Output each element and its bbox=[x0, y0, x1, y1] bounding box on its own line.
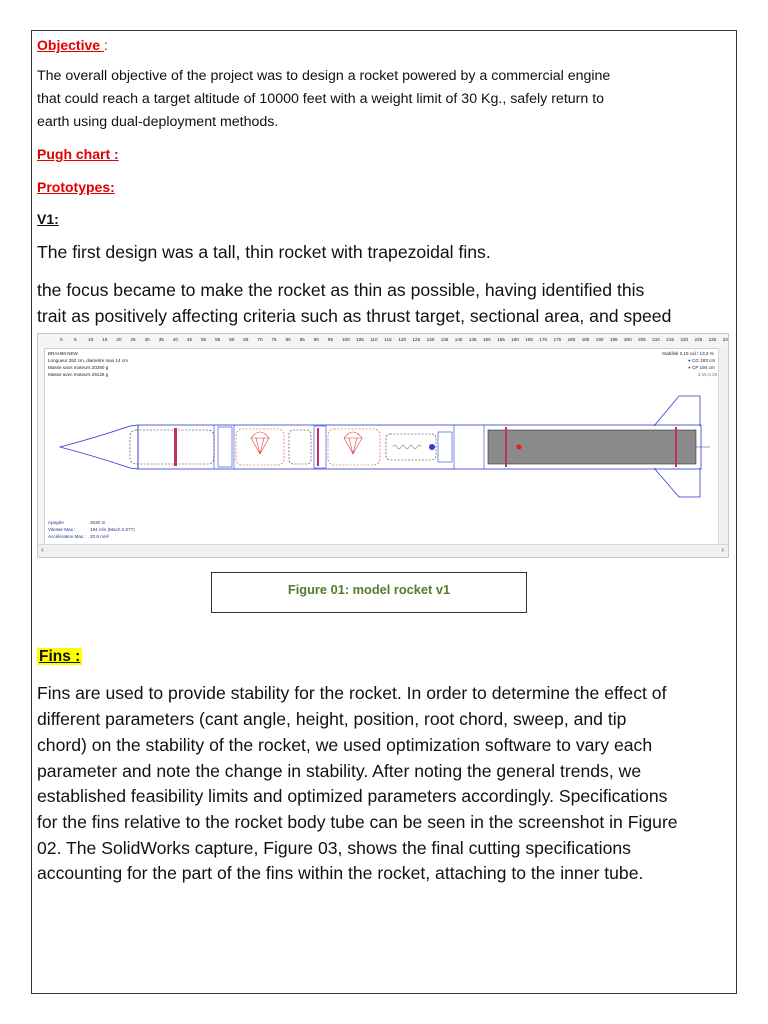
max-velocity-value: 194 m/s (Mach 0.577) bbox=[90, 527, 135, 532]
shock-cord-bay bbox=[386, 434, 436, 460]
cp-marker-icon: ● bbox=[688, 365, 691, 370]
stability-readout: Stabilité 2,19 cal / 13,3 % bbox=[662, 351, 714, 356]
objective-heading: Objective : bbox=[37, 37, 108, 53]
ruler-label: 185 bbox=[581, 337, 590, 342]
fins-line-3: chord) on the stability of the rocket, we used optimization software to vary each bbox=[37, 735, 653, 755]
ruler-label: 35 bbox=[158, 337, 164, 342]
ruler-label: 5 bbox=[74, 337, 77, 342]
design-info-mass-loaded: Masse avec moteurs 29128 g bbox=[48, 372, 109, 377]
coupler bbox=[438, 432, 452, 462]
v1-line-3: trait as positively affecting criteria such as thrust target, sectional area, and speed bbox=[37, 306, 672, 326]
fins-line-6: for the fins relative to the rocket body tube can be seen in the screenshot in Figure bbox=[37, 812, 678, 832]
ruler-label: 25 bbox=[130, 337, 136, 342]
objective-line-1: The overall objective of the project was to design a rocket powered by a commercial engine bbox=[37, 68, 611, 84]
ruler-label: 145 bbox=[468, 337, 477, 342]
ruler-label: 130 bbox=[426, 337, 435, 342]
ruler-label: 225 bbox=[694, 337, 703, 342]
max-acceleration-label: Accélération Max.: bbox=[48, 534, 86, 539]
nose-cone bbox=[60, 425, 138, 469]
max-velocity-label: Vitesse Max.: bbox=[48, 527, 76, 532]
drogue-parachute-icon bbox=[251, 432, 269, 454]
scroll-left-icon[interactable]: ‹ bbox=[41, 545, 44, 554]
centering-ring-2 bbox=[675, 427, 677, 467]
avionics-bay bbox=[218, 427, 232, 467]
ruler-label: 200 bbox=[624, 337, 632, 342]
ruler-label: 105 bbox=[356, 337, 364, 342]
ruler-label: 10 bbox=[88, 337, 94, 342]
rocket-design-screenshot bbox=[37, 333, 729, 558]
pugh-chart-heading: Pugh chart : bbox=[37, 146, 119, 162]
ruler-label: 50 bbox=[201, 337, 207, 342]
ruler-label: 20 bbox=[116, 337, 122, 342]
ruler-label: 100 bbox=[342, 337, 350, 342]
design-info-length: Longueur 252 cm, diamètre max 14 cm bbox=[48, 358, 128, 363]
ruler-label: 45 bbox=[186, 337, 193, 342]
ruler-label: 160 bbox=[511, 337, 519, 342]
ruler-label: 60 bbox=[229, 337, 235, 342]
max-acceleration-value: 20.8 m/s² bbox=[90, 534, 110, 539]
ruler-label: 65 bbox=[243, 337, 249, 342]
fins-line-1: Fins are used to provide stability for the rocket. In order to determine the effect of bbox=[37, 683, 667, 703]
mach-readout: à M=0,30 bbox=[698, 372, 718, 377]
ruler-label: 55 bbox=[215, 337, 221, 342]
ruler-label: 85 bbox=[299, 337, 305, 342]
centering-ring-1 bbox=[505, 427, 507, 467]
cp-marker bbox=[517, 445, 522, 450]
ruler-label: 170 bbox=[539, 337, 548, 342]
figure-caption: Figure 01: model rocket v1 bbox=[287, 582, 451, 597]
ruler-label: 140 bbox=[454, 337, 463, 342]
ruler-label: 135 bbox=[440, 337, 449, 342]
shock-cord-icon bbox=[393, 445, 421, 449]
figure-caption-box bbox=[211, 572, 527, 613]
lower-fin bbox=[654, 468, 700, 497]
ruler-label: 215 bbox=[666, 337, 674, 342]
ruler-label: 120 bbox=[398, 337, 407, 342]
cg-readout: ● CG 183 cm bbox=[688, 358, 716, 363]
main-parachute-tube bbox=[314, 426, 326, 468]
ruler-label: 75 bbox=[271, 337, 277, 342]
ruler-label: 190 bbox=[595, 337, 604, 342]
fins-line-8: accounting for the part of the fins within the rocket, attaching to the inner tube. bbox=[37, 863, 644, 883]
ruler-label: 30 bbox=[144, 337, 150, 342]
v1-line-2: the focus became to make the rocket as thin as possible, having identified this bbox=[37, 280, 645, 300]
ruler-label: 195 bbox=[609, 337, 618, 342]
ruler-label: 230 bbox=[708, 337, 717, 342]
ruler-label: 90 bbox=[313, 337, 319, 342]
ruler-label: 165 bbox=[525, 337, 533, 342]
fins-line-5: established feasibility limits and optimized parameters accordingly. Specifications bbox=[37, 786, 668, 806]
ruler-label: 180 bbox=[567, 337, 576, 342]
bulkhead-1 bbox=[174, 428, 177, 466]
main-parachute-icon bbox=[344, 432, 362, 454]
objective-line-2: that could reach a target altitude of 10000 feet with a weight limit of 30 Kg., safely return to bbox=[37, 91, 605, 107]
ruler-label: 175 bbox=[553, 337, 562, 342]
ruler-label: 115 bbox=[384, 337, 392, 342]
design-info-mass-empty: Masse sans moteurs 20260 g bbox=[48, 365, 109, 370]
electronics-sled bbox=[289, 430, 311, 464]
ruler-label: 23 bbox=[722, 337, 728, 342]
swivel-icon bbox=[429, 444, 435, 450]
ruler-label: 220 bbox=[680, 337, 689, 342]
ruler-label: 205 bbox=[638, 337, 646, 342]
ruler-label: 210 bbox=[652, 337, 660, 342]
ruler-label: 80 bbox=[285, 337, 291, 342]
nose-bay bbox=[130, 430, 214, 464]
ruler-label: 125 bbox=[412, 337, 421, 342]
ruler-label: 70 bbox=[257, 337, 263, 342]
fins-line-7: 02. The SolidWorks capture, Figure 03, shows the final cutting specifications bbox=[37, 838, 631, 858]
ruler-label: 15 bbox=[102, 337, 108, 342]
v1-line-1: The first design was a tall, thin rocket with trapezoidal fins. bbox=[37, 242, 491, 262]
upper-fin bbox=[654, 396, 700, 426]
v1-heading: V1: bbox=[37, 211, 59, 227]
ruler-label: 155 bbox=[497, 337, 505, 342]
apogee-value: 3030 m bbox=[90, 520, 106, 525]
fins-heading: Fins : bbox=[39, 648, 81, 665]
rocket-drawing bbox=[38, 334, 728, 557]
ruler-label: 40 bbox=[172, 337, 178, 342]
apogee-label: Apogée bbox=[48, 520, 64, 525]
prototypes-heading: Prototypes: bbox=[37, 179, 115, 195]
objective-line-3: earth using dual-deployment methods. bbox=[37, 114, 279, 130]
cp-readout: ● CP 194 cm bbox=[688, 365, 715, 370]
ruler-label: 0 bbox=[60, 337, 63, 342]
cg-marker-icon: ● bbox=[688, 358, 691, 363]
ruler-label: 95 bbox=[327, 337, 334, 342]
ruler-label: 110 bbox=[370, 337, 378, 342]
ruler-label: 150 bbox=[483, 337, 491, 342]
design-name: BRAHIM NEW bbox=[48, 351, 78, 356]
drogue-parachute-bay bbox=[236, 429, 284, 465]
scroll-right-icon[interactable]: › bbox=[721, 545, 724, 554]
fins-line-2: different parameters (cant angle, height, position, root chord, sweep, and tip bbox=[37, 709, 627, 729]
main-parachute-bay bbox=[328, 429, 380, 465]
fins-line-4: parameter and note the change in stability. After noting the general trends, we bbox=[37, 761, 642, 781]
bulkhead-2 bbox=[317, 428, 319, 466]
